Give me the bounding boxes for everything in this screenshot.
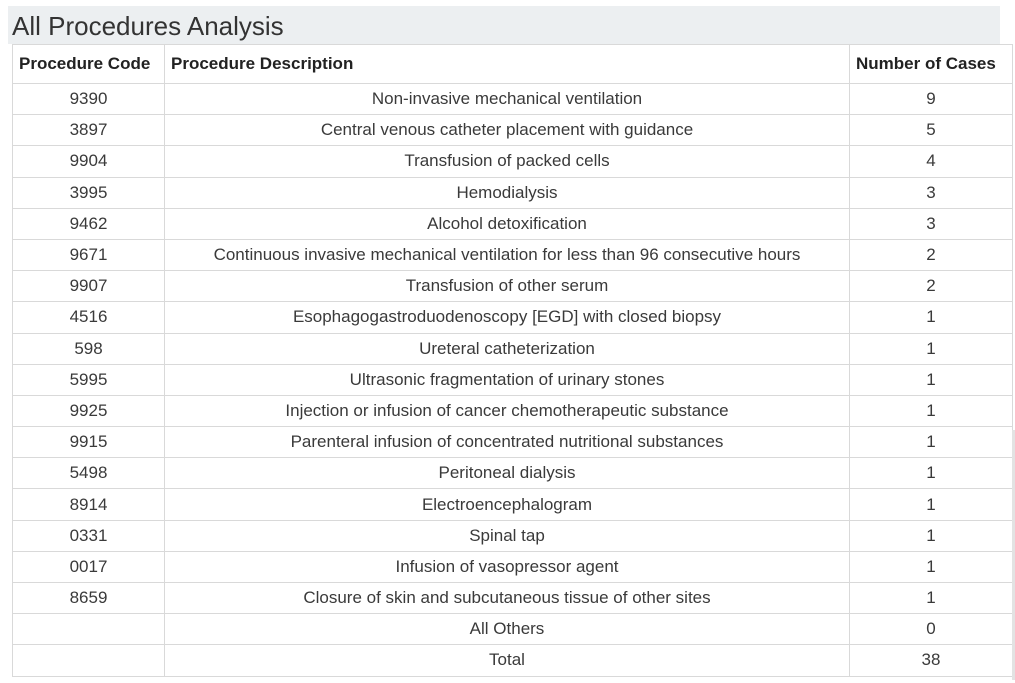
procedure-description-cell: Electroencephalogram — [165, 489, 850, 520]
procedure-code-cell: 0331 — [13, 520, 165, 551]
table-row[interactable] — [13, 115, 1013, 146]
number-of-cases-cell: 4 — [850, 146, 1013, 177]
procedure-code-cell: 9907 — [13, 271, 165, 302]
number-of-cases-cell: 1 — [850, 427, 1013, 458]
number-of-cases-cell: 2 — [850, 271, 1013, 302]
procedure-code-cell: 9462 — [13, 208, 165, 239]
procedure-description-cell: Central venous catheter placement with guidance — [165, 115, 850, 146]
procedure-description-cell: Spinal tap — [165, 520, 850, 551]
table-row[interactable] — [13, 427, 1013, 458]
number-of-cases-cell: 3 — [850, 208, 1013, 239]
procedure-code-cell: 8914 — [13, 489, 165, 520]
procedure-code-cell: 9915 — [13, 427, 165, 458]
procedure-description-cell: Infusion of vasopressor agent — [165, 551, 850, 582]
procedure-description-cell: Parenteral infusion of concentrated nutritional substances — [165, 427, 850, 458]
number-of-cases-cell: 1 — [850, 395, 1013, 426]
number-of-cases-cell: 1 — [850, 364, 1013, 395]
table-row[interactable] — [13, 520, 1013, 551]
procedure-code-cell: 0017 — [13, 551, 165, 582]
number-of-cases-cell: 9 — [850, 84, 1013, 115]
number-of-cases-cell: 0 — [850, 614, 1013, 645]
procedure-code-cell: 598 — [13, 333, 165, 364]
table-row[interactable] — [13, 177, 1013, 208]
procedure-code-cell: 3995 — [13, 177, 165, 208]
table-row[interactable] — [13, 614, 1013, 645]
procedure-code-cell: 8659 — [13, 583, 165, 614]
number-of-cases-cell: 1 — [850, 583, 1013, 614]
table-row[interactable] — [13, 645, 1013, 676]
number-of-cases-cell: 1 — [850, 458, 1013, 489]
number-of-cases-cell: 1 — [850, 302, 1013, 333]
table-header-row — [13, 45, 1013, 84]
procedure-description-cell: Non-invasive mechanical ventilation — [165, 84, 850, 115]
procedure-code-cell — [13, 614, 165, 645]
procedure-code-cell: 4516 — [13, 302, 165, 333]
procedure-description-cell: Total — [165, 645, 850, 676]
table-row[interactable] — [13, 333, 1013, 364]
table-row[interactable] — [13, 551, 1013, 582]
procedure-description-cell: Injection or infusion of cancer chemotherapeutic substance — [165, 395, 850, 426]
number-of-cases-cell: 38 — [850, 645, 1013, 676]
number-of-cases-cell: 1 — [850, 333, 1013, 364]
procedure-description-cell: Peritoneal dialysis — [165, 458, 850, 489]
table-row[interactable] — [13, 583, 1013, 614]
number-of-cases-cell: 1 — [850, 520, 1013, 551]
procedure-description-cell: Esophagogastroduodenoscopy [EGD] with closed biopsy — [165, 302, 850, 333]
procedure-description-cell: Transfusion of packed cells — [165, 146, 850, 177]
table-row[interactable] — [13, 489, 1013, 520]
number-of-cases-cell: 1 — [850, 489, 1013, 520]
table-row[interactable] — [13, 271, 1013, 302]
procedure-description-cell: Alcohol detoxification — [165, 208, 850, 239]
table-body — [13, 84, 1013, 677]
table-row[interactable] — [13, 395, 1013, 426]
procedure-code-cell — [13, 645, 165, 676]
table-row[interactable] — [13, 302, 1013, 333]
procedure-description-cell: Ultrasonic fragmentation of urinary stones — [165, 364, 850, 395]
procedures-table — [12, 44, 1013, 677]
number-of-cases-cell: 3 — [850, 177, 1013, 208]
procedures-table-container — [12, 44, 1012, 677]
table-row[interactable] — [13, 146, 1013, 177]
number-of-cases-cell: 1 — [850, 551, 1013, 582]
column-header-procedure-description[interactable]: Procedure Description — [165, 45, 850, 84]
procedure-code-cell: 9390 — [13, 84, 165, 115]
number-of-cases-cell: 5 — [850, 115, 1013, 146]
table-row[interactable] — [13, 84, 1013, 115]
procedure-code-cell: 9925 — [13, 395, 165, 426]
procedure-description-cell: Hemodialysis — [165, 177, 850, 208]
procedure-code-cell: 5995 — [13, 364, 165, 395]
table-row[interactable] — [13, 208, 1013, 239]
procedure-description-cell: All Others — [165, 614, 850, 645]
procedure-description-cell: Transfusion of other serum — [165, 271, 850, 302]
procedure-description-cell: Closure of skin and subcutaneous tissue of other sites — [165, 583, 850, 614]
procedure-code-cell: 9904 — [13, 146, 165, 177]
table-row[interactable] — [13, 364, 1013, 395]
procedure-description-cell: Ureteral catheterization — [165, 333, 850, 364]
column-header-number-of-cases[interactable]: Number of Cases — [850, 45, 1013, 84]
table-row[interactable] — [13, 458, 1013, 489]
procedure-code-cell: 9671 — [13, 239, 165, 270]
procedure-code-cell: 5498 — [13, 458, 165, 489]
panel-title: All Procedures Analysis — [12, 11, 284, 41]
table-row[interactable] — [13, 239, 1013, 270]
number-of-cases-cell: 2 — [850, 239, 1013, 270]
procedure-description-cell: Continuous invasive mechanical ventilation for less than 96 consecutive hours — [165, 239, 850, 270]
column-header-procedure-code[interactable]: Procedure Code — [13, 45, 165, 84]
procedure-code-cell: 3897 — [13, 115, 165, 146]
panel-header — [8, 6, 1000, 44]
